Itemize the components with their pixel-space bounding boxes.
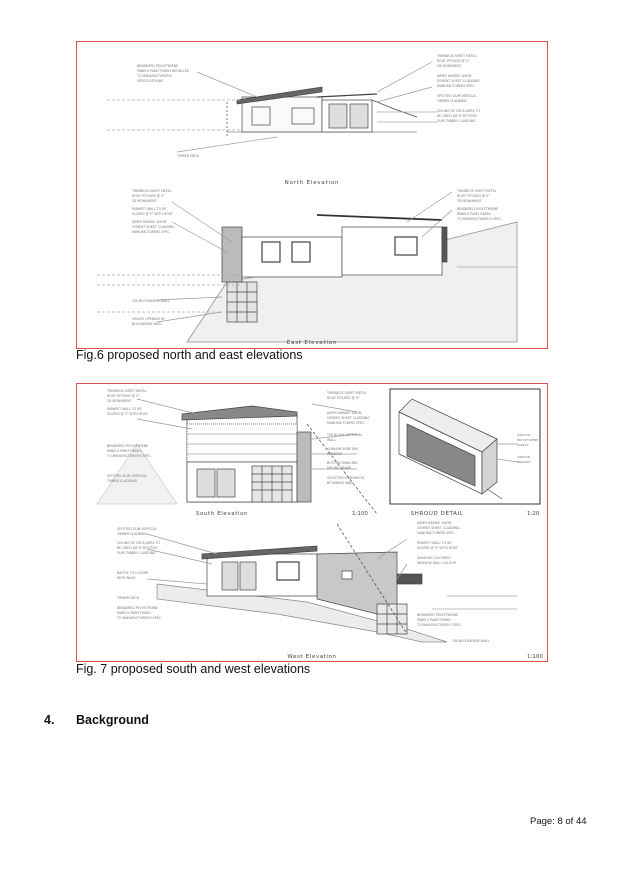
svg-text:PANELS PAINT FINISH: PANELS PAINT FINISH	[457, 212, 491, 216]
svg-text:SLOPED @ 5° WITH ROOF: SLOPED @ 5° WITH ROOF	[417, 546, 458, 550]
svg-text:BENDERED POLYSTYRENE: BENDERED POLYSTYRENE	[417, 613, 459, 617]
south-west-elevations-svg	[77, 384, 547, 661]
svg-text:BLOCKWORK WALL: BLOCKWORK WALL	[132, 322, 163, 326]
svg-text:PANELS PAINT FINISH INSTALLED: PANELS PAINT FINISH INSTALLED	[137, 69, 190, 73]
svg-text:MANUFACTURERS SPEC.: MANUFACTURERS SPEC.	[327, 421, 366, 425]
svg-text:CEMENT SHEET CLADDING: CEMENT SHEET CLADDING	[327, 416, 370, 420]
svg-text:BRACKET: BRACKET	[517, 460, 531, 464]
svg-text:SLOPED @ 5° WITH ROOF: SLOPED @ 5° WITH ROOF	[107, 412, 148, 416]
svg-text:ROOF PITCHED @ 5°: ROOF PITCHED @ 5°	[132, 194, 165, 198]
figure-6-caption: Fig.6 proposed north and east elevations	[76, 348, 303, 362]
svg-text:CB MONUMENT: CB MONUMENT	[437, 64, 462, 68]
west-elevation-title: West Elevation	[287, 654, 337, 660]
svg-text:TRIMDECK SHEET METAL: TRIMDECK SHEET METAL	[457, 189, 497, 193]
svg-text:PARAPET WALL TO BE: PARAPET WALL TO BE	[132, 207, 167, 211]
east-elevation-title: East Elevation	[286, 340, 338, 346]
svg-text:PARAPET WALL TO BE: PARAPET WALL TO BE	[107, 407, 142, 411]
svg-text:150 BLOCKWORK WALL: 150 BLOCKWORK WALL	[452, 639, 490, 643]
svg-text:MANUFACTURERS SPEC.: MANUFACTURERS SPEC.	[437, 84, 476, 88]
svg-text:CB MONUMENT: CB MONUMENT	[107, 399, 132, 403]
svg-text:SPOTTED GUM VERTICAL: SPOTTED GUM VERTICAL	[437, 94, 477, 98]
north-elevation-title: North Elevation	[284, 180, 340, 186]
svg-text:CB MONUMENT: CB MONUMENT	[457, 199, 482, 203]
svg-text:MOUND FRAME: MOUND FRAME	[327, 466, 352, 470]
svg-text:TIMBER DECK: TIMBER DECK	[117, 596, 139, 600]
svg-text:TRIMDECK SHEET METAL: TRIMDECK SHEET METAL	[437, 54, 477, 58]
svg-text:BENDERED POLYSTYRENE: BENDERED POLYSTYRENE	[117, 606, 159, 610]
svg-text:150 BLOCKWORK WALL: 150 BLOCKWORK WALL	[132, 299, 170, 303]
svg-text:BOTTOM PANELING: BOTTOM PANELING	[327, 461, 358, 465]
section-heading	[44, 713, 149, 727]
svg-text:CB MONUMENT: CB MONUMENT	[132, 199, 157, 203]
svg-text:TIMBER CLADDING: TIMBER CLADDING	[117, 532, 148, 536]
svg-text:CEILING OF DECK AREA TO: CEILING OF DECK AREA TO	[117, 541, 160, 545]
svg-text:JAMES HARDIE 'AXON': JAMES HARDIE 'AXON'	[327, 411, 362, 415]
svg-text:RETAINING WALL: RETAINING WALL	[327, 481, 354, 485]
svg-text:SHROUD: SHROUD	[517, 433, 531, 437]
svg-text:SELECTED HARDWOOD: SELECTED HARDWOOD	[327, 476, 365, 480]
svg-text:TO MANUFACTURER'S: TO MANUFACTURER'S	[137, 74, 172, 78]
svg-text:TRIMDECK SHEET METAL: TRIMDECK SHEET METAL	[107, 389, 147, 393]
svg-text:TIMBER CLADDING: TIMBER CLADDING	[437, 99, 468, 103]
svg-text:PANELS PAINT FINISH: PANELS PAINT FINISH	[117, 611, 151, 615]
svg-text:MANUFACTURERS SPEC.: MANUFACTURERS SPEC.	[417, 531, 456, 535]
svg-text:SPOTTED GUM VERTICAL: SPOTTED GUM VERTICAL	[107, 474, 147, 478]
svg-text:CEMENT SHEET CLADDING: CEMENT SHEET CLADDING	[132, 225, 175, 229]
svg-text:TO MANUFACTURER'S SPEC.: TO MANUFACTURER'S SPEC.	[117, 616, 162, 620]
svg-text:SLOPED @ 5° WITH ROOF: SLOPED @ 5° WITH ROOF	[132, 212, 173, 216]
section-title: Background	[76, 713, 149, 727]
svg-text:PANELS PAINT FINISH: PANELS PAINT FINISH	[417, 618, 451, 622]
shroud-detail-title: SHROUD DETAIL	[410, 511, 464, 517]
svg-text:BENDERED POLYSTYRENE: BENDERED POLYSTYRENE	[137, 64, 179, 68]
svg-text:SPECIFICATIONS: SPECIFICATIONS	[137, 79, 163, 83]
svg-text:PANELS PAINT FINISH: PANELS PAINT FINISH	[107, 449, 141, 453]
svg-text:POLYSTYRENE: POLYSTYRENE	[517, 438, 538, 442]
svg-text:SPOTTED GUM VERTICAL: SPOTTED GUM VERTICAL	[117, 527, 157, 531]
svg-text:JAMES HARDIE 'AXON': JAMES HARDIE 'AXON'	[437, 74, 472, 78]
svg-text:PARAPET WALL TO BE: PARAPET WALL TO BE	[417, 541, 452, 545]
svg-text:SHROUD: SHROUD	[517, 455, 531, 459]
south-scale: 1:100	[352, 511, 368, 517]
svg-text:TO MANUFACTURER'S SPEC.: TO MANUFACTURER'S SPEC.	[457, 217, 502, 221]
svg-text:CEMENT SHEET CLADDING: CEMENT SHEET CLADDING	[437, 79, 480, 83]
svg-text:ROOF PITCHED @ 5°: ROOF PITCHED @ 5°	[327, 396, 360, 400]
svg-text:TIMBER DECK: TIMBER DECK	[177, 154, 199, 158]
svg-text:PANELS: PANELS	[517, 443, 529, 447]
south-elevation-title: South Elevation	[195, 511, 249, 517]
north-east-elevations-svg	[77, 42, 547, 348]
figure-7-drawing	[76, 383, 548, 662]
svg-text:WINDOW: WINDOW	[327, 452, 342, 456]
svg-text:WINDOW WALL COLOUR: WINDOW WALL COLOUR	[417, 561, 456, 565]
svg-text:CEMENT SHEET CLADDING: CEMENT SHEET CLADDING	[417, 526, 460, 530]
page-number: Page: 8 of 44	[530, 816, 587, 827]
svg-text:TO MANUFACTURER'S SPEC.: TO MANUFACTURER'S SPEC.	[107, 454, 152, 458]
svg-text:JAMES HARDIE 'AXON': JAMES HARDIE 'AXON'	[132, 220, 167, 224]
svg-text:TRIMDECK SHEET METAL: TRIMDECK SHEET METAL	[132, 189, 172, 193]
svg-text:BE LINED WITH SPOTTED: BE LINED WITH SPOTTED	[117, 546, 158, 550]
shroud-scale: 1:20	[527, 511, 540, 517]
west-scale: 1:100	[527, 654, 543, 660]
svg-text:BENDERED POLYSTYRENE: BENDERED POLYSTYRENE	[107, 444, 149, 448]
svg-text:CREATE OPENING IN: CREATE OPENING IN	[132, 317, 165, 321]
figure-6-drawing	[76, 41, 548, 349]
svg-text:TIMBER CLADDING: TIMBER CLADDING	[107, 479, 138, 483]
svg-text:ROOF PITCHED @ 5°: ROOF PITCHED @ 5°	[437, 59, 470, 63]
svg-text:GUM TIMBER CLADDING: GUM TIMBER CLADDING	[117, 551, 156, 555]
svg-text:MANUFACTURERS SPEC.: MANUFACTURERS SPEC.	[132, 230, 171, 234]
svg-text:CEILING OF DECK AREA TO: CEILING OF DECK AREA TO	[437, 109, 480, 113]
svg-text:BENDERED POLYSTYRENE: BENDERED POLYSTYRENE	[457, 207, 499, 211]
svg-text:ROOF PITCHED @ 5°: ROOF PITCHED @ 5°	[457, 194, 490, 198]
svg-text:SLIMLINE WIDE BAY: SLIMLINE WIDE BAY	[327, 447, 359, 451]
svg-text:BAFFLE TO LOUVRE: BAFFLE TO LOUVRE	[117, 571, 149, 575]
section-number: 4.	[44, 713, 55, 727]
svg-text:JAMES HARDIE 'AXON': JAMES HARDIE 'AXON'	[417, 521, 452, 525]
svg-text:TRIMDECK SHEET METAL: TRIMDECK SHEET METAL	[327, 391, 367, 395]
svg-text:TO MANUFACTURER'S SPEC.: TO MANUFACTURER'S SPEC.	[417, 623, 462, 627]
svg-text:SHADOW COLOURED: SHADOW COLOURED	[417, 556, 451, 560]
svg-text:WALL: WALL	[327, 438, 336, 442]
svg-text:BE LINED WITH SPOTTED: BE LINED WITH SPOTTED	[437, 114, 478, 118]
figure-7-caption: Fig. 7 proposed south and west elevations	[76, 662, 311, 676]
svg-text:WITH RAILS: WITH RAILS	[117, 576, 136, 580]
svg-text:150 BLOCK EXTERNAL: 150 BLOCK EXTERNAL	[327, 433, 363, 437]
svg-text:GUM TIMBER CLADDING: GUM TIMBER CLADDING	[437, 119, 476, 123]
svg-text:ROOF PITCHED @ 5°: ROOF PITCHED @ 5°	[107, 394, 140, 398]
